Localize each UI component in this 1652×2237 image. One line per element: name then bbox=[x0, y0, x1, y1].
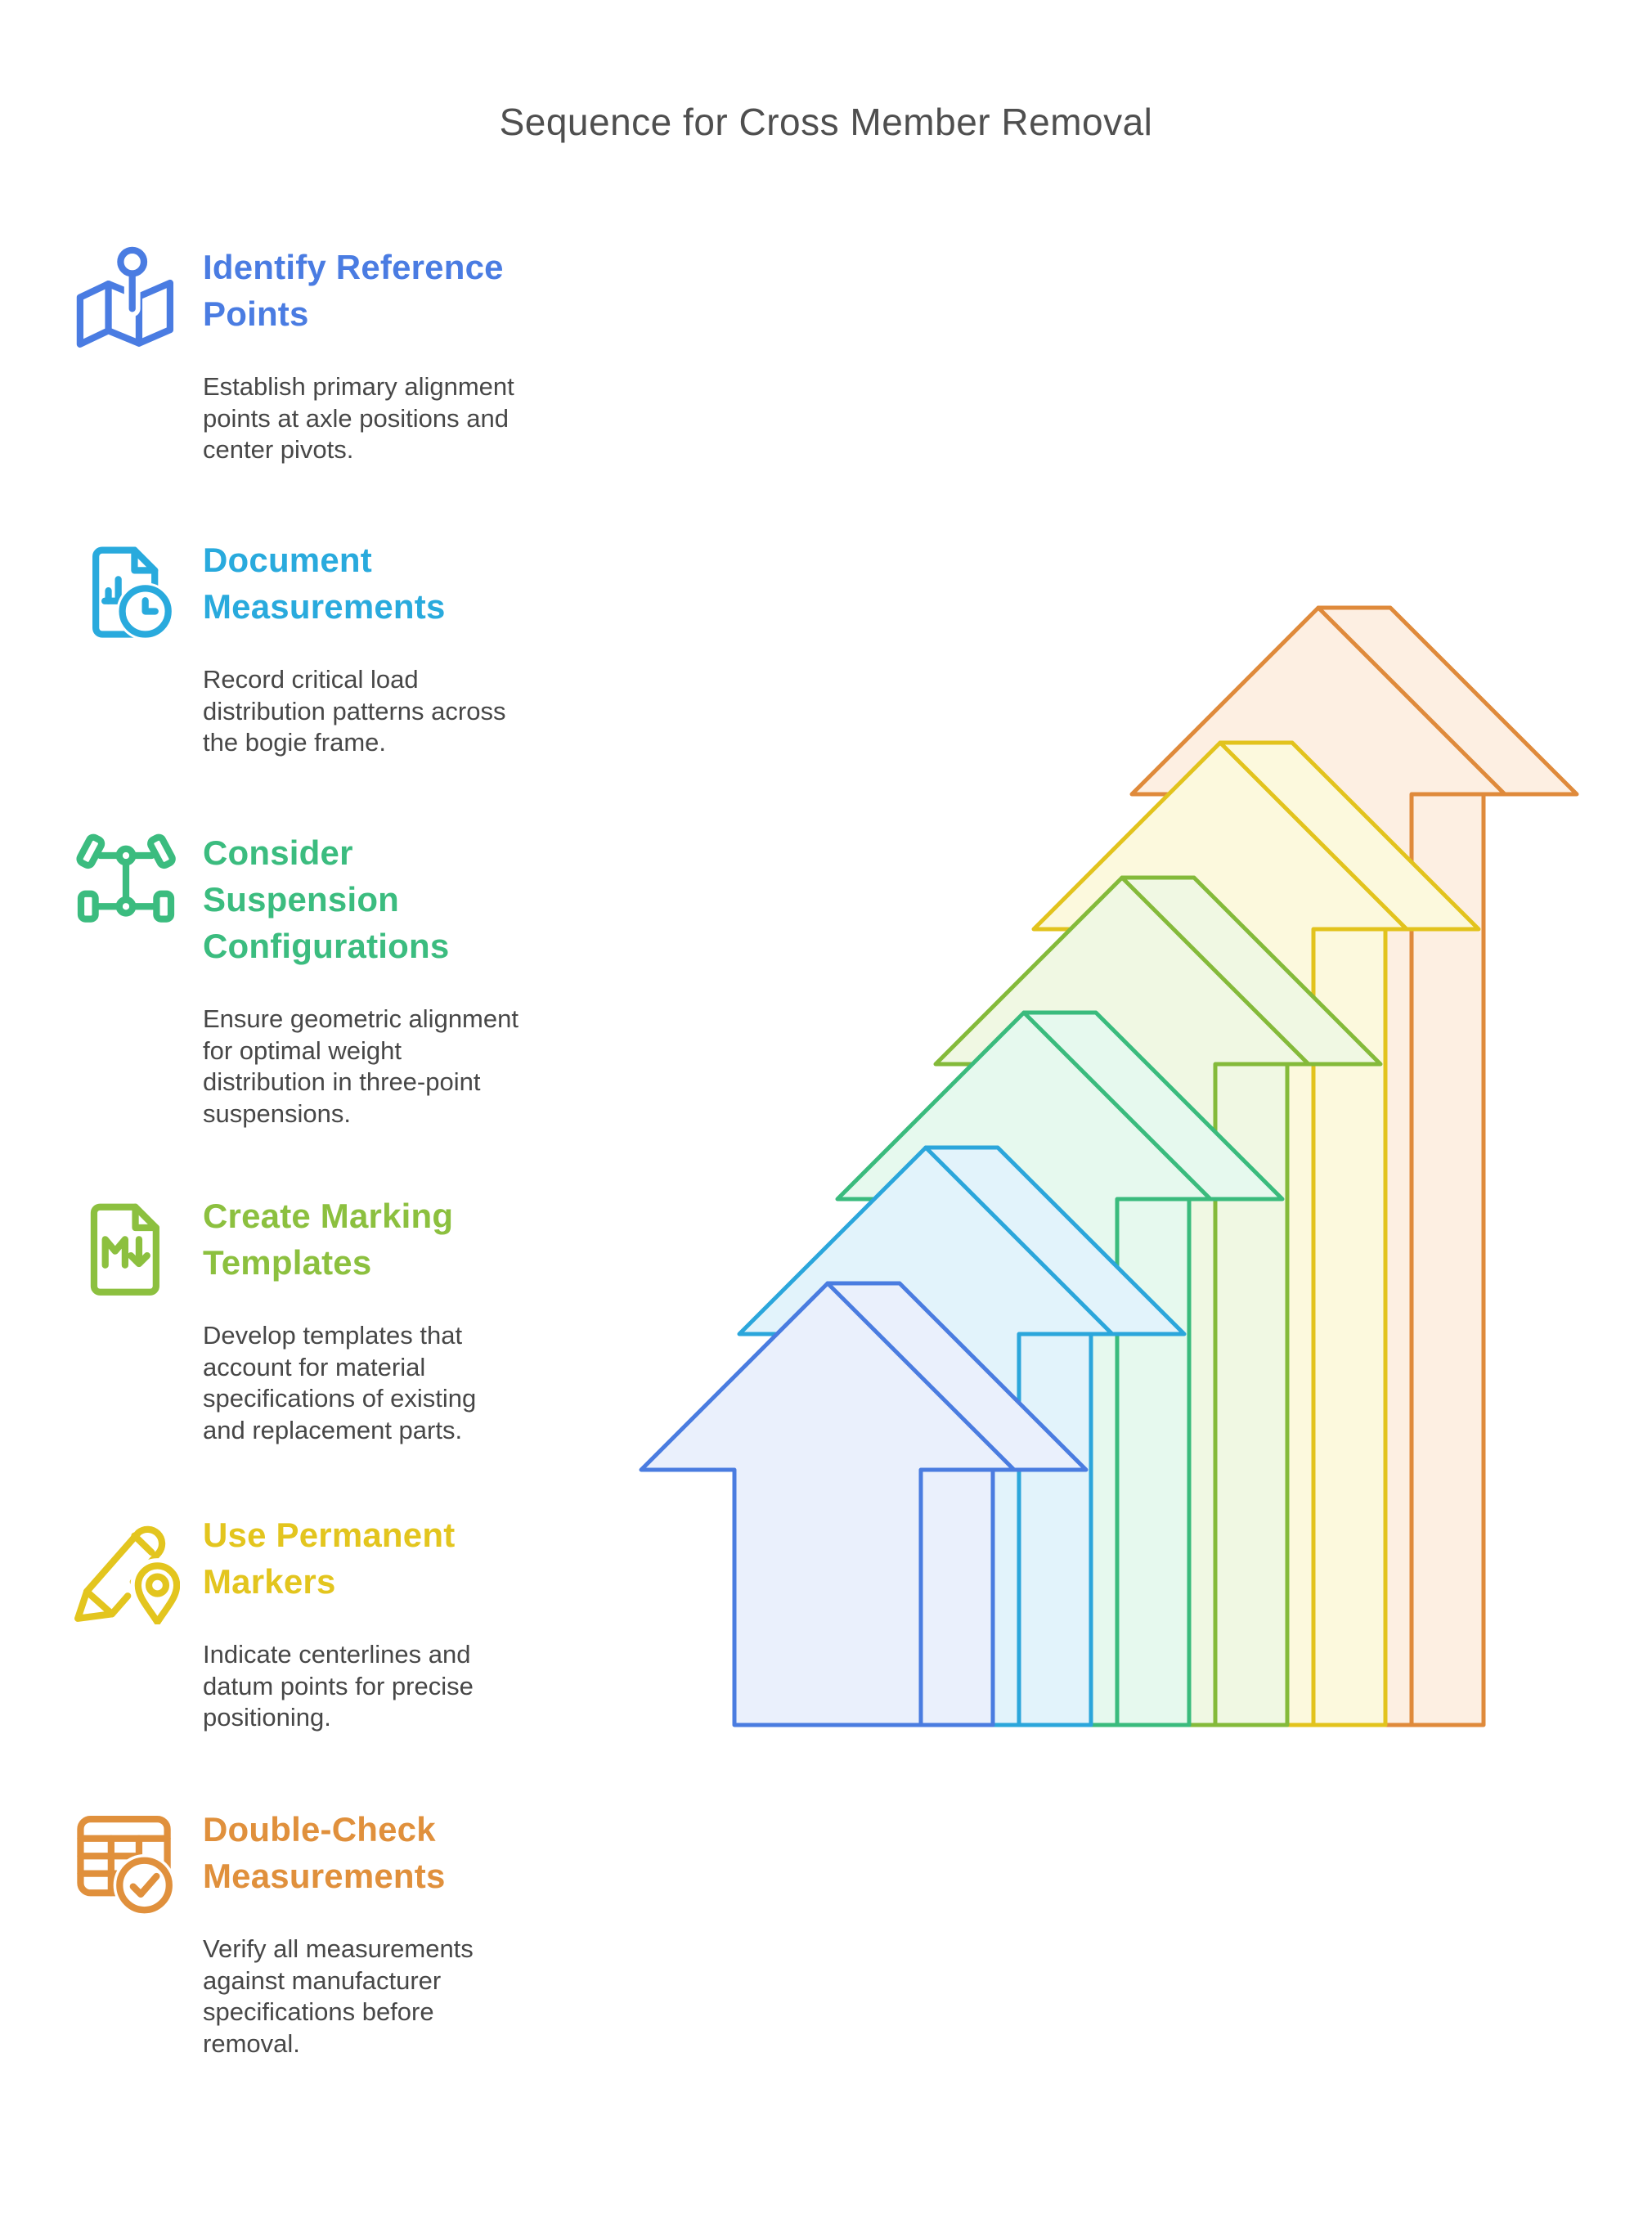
step-heading-line: Identify Reference bbox=[203, 248, 504, 286]
step-heading-line: Suspension bbox=[203, 880, 400, 919]
step-heading-line: Configurations bbox=[203, 927, 450, 966]
step-description-line: center pivots. bbox=[203, 435, 354, 465]
step-description-line: Ensure geometric alignment bbox=[203, 1004, 518, 1034]
step-description-line: distribution in three-point bbox=[203, 1067, 481, 1097]
step-heading-line: Markers bbox=[203, 1562, 336, 1601]
step-description-line: suspensions. bbox=[203, 1098, 351, 1128]
step-heading-line: Consider bbox=[203, 833, 353, 872]
step-description-line: positioning. bbox=[203, 1703, 331, 1732]
step-description-line: account for material bbox=[203, 1352, 426, 1381]
page-title: Sequence for Cross Member Removal bbox=[499, 101, 1153, 143]
step-heading-line: Document bbox=[203, 541, 372, 579]
step-description-line: points at axle positions and bbox=[203, 403, 509, 433]
step-description-line: specifications before bbox=[203, 1997, 434, 2027]
step-description-line: datum points for precise bbox=[203, 1671, 474, 1700]
step-description-line: the bogie frame. bbox=[203, 728, 387, 757]
step-heading-line: Double-Check bbox=[203, 1810, 436, 1848]
step-heading-line: Templates bbox=[203, 1243, 372, 1282]
step-description-line: removal. bbox=[203, 2028, 300, 2058]
step-description-line: for optimal weight bbox=[203, 1035, 402, 1065]
step-heading-line: Points bbox=[203, 294, 309, 334]
step-heading-line: Use Permanent bbox=[203, 1516, 456, 1554]
step-description-line: Verify all measurements bbox=[203, 1934, 474, 1964]
step-description-line: and replacement parts. bbox=[203, 1415, 463, 1444]
step-description-line: Indicate centerlines and bbox=[203, 1640, 471, 1669]
step-description-line: Develop templates that bbox=[203, 1321, 463, 1350]
step-description-line: specifications of existing bbox=[203, 1384, 477, 1413]
step-heading-line: Create Marking bbox=[203, 1197, 454, 1235]
step-description-line: distribution patterns across bbox=[203, 696, 506, 725]
step-description-line: Record critical load bbox=[203, 665, 419, 694]
step-heading-line: Measurements bbox=[203, 1857, 446, 1896]
step-description-line: against manufacturer bbox=[203, 1965, 442, 1995]
step-heading-line: Measurements bbox=[203, 587, 446, 627]
step-description-line: Establish primary alignment bbox=[203, 372, 514, 402]
